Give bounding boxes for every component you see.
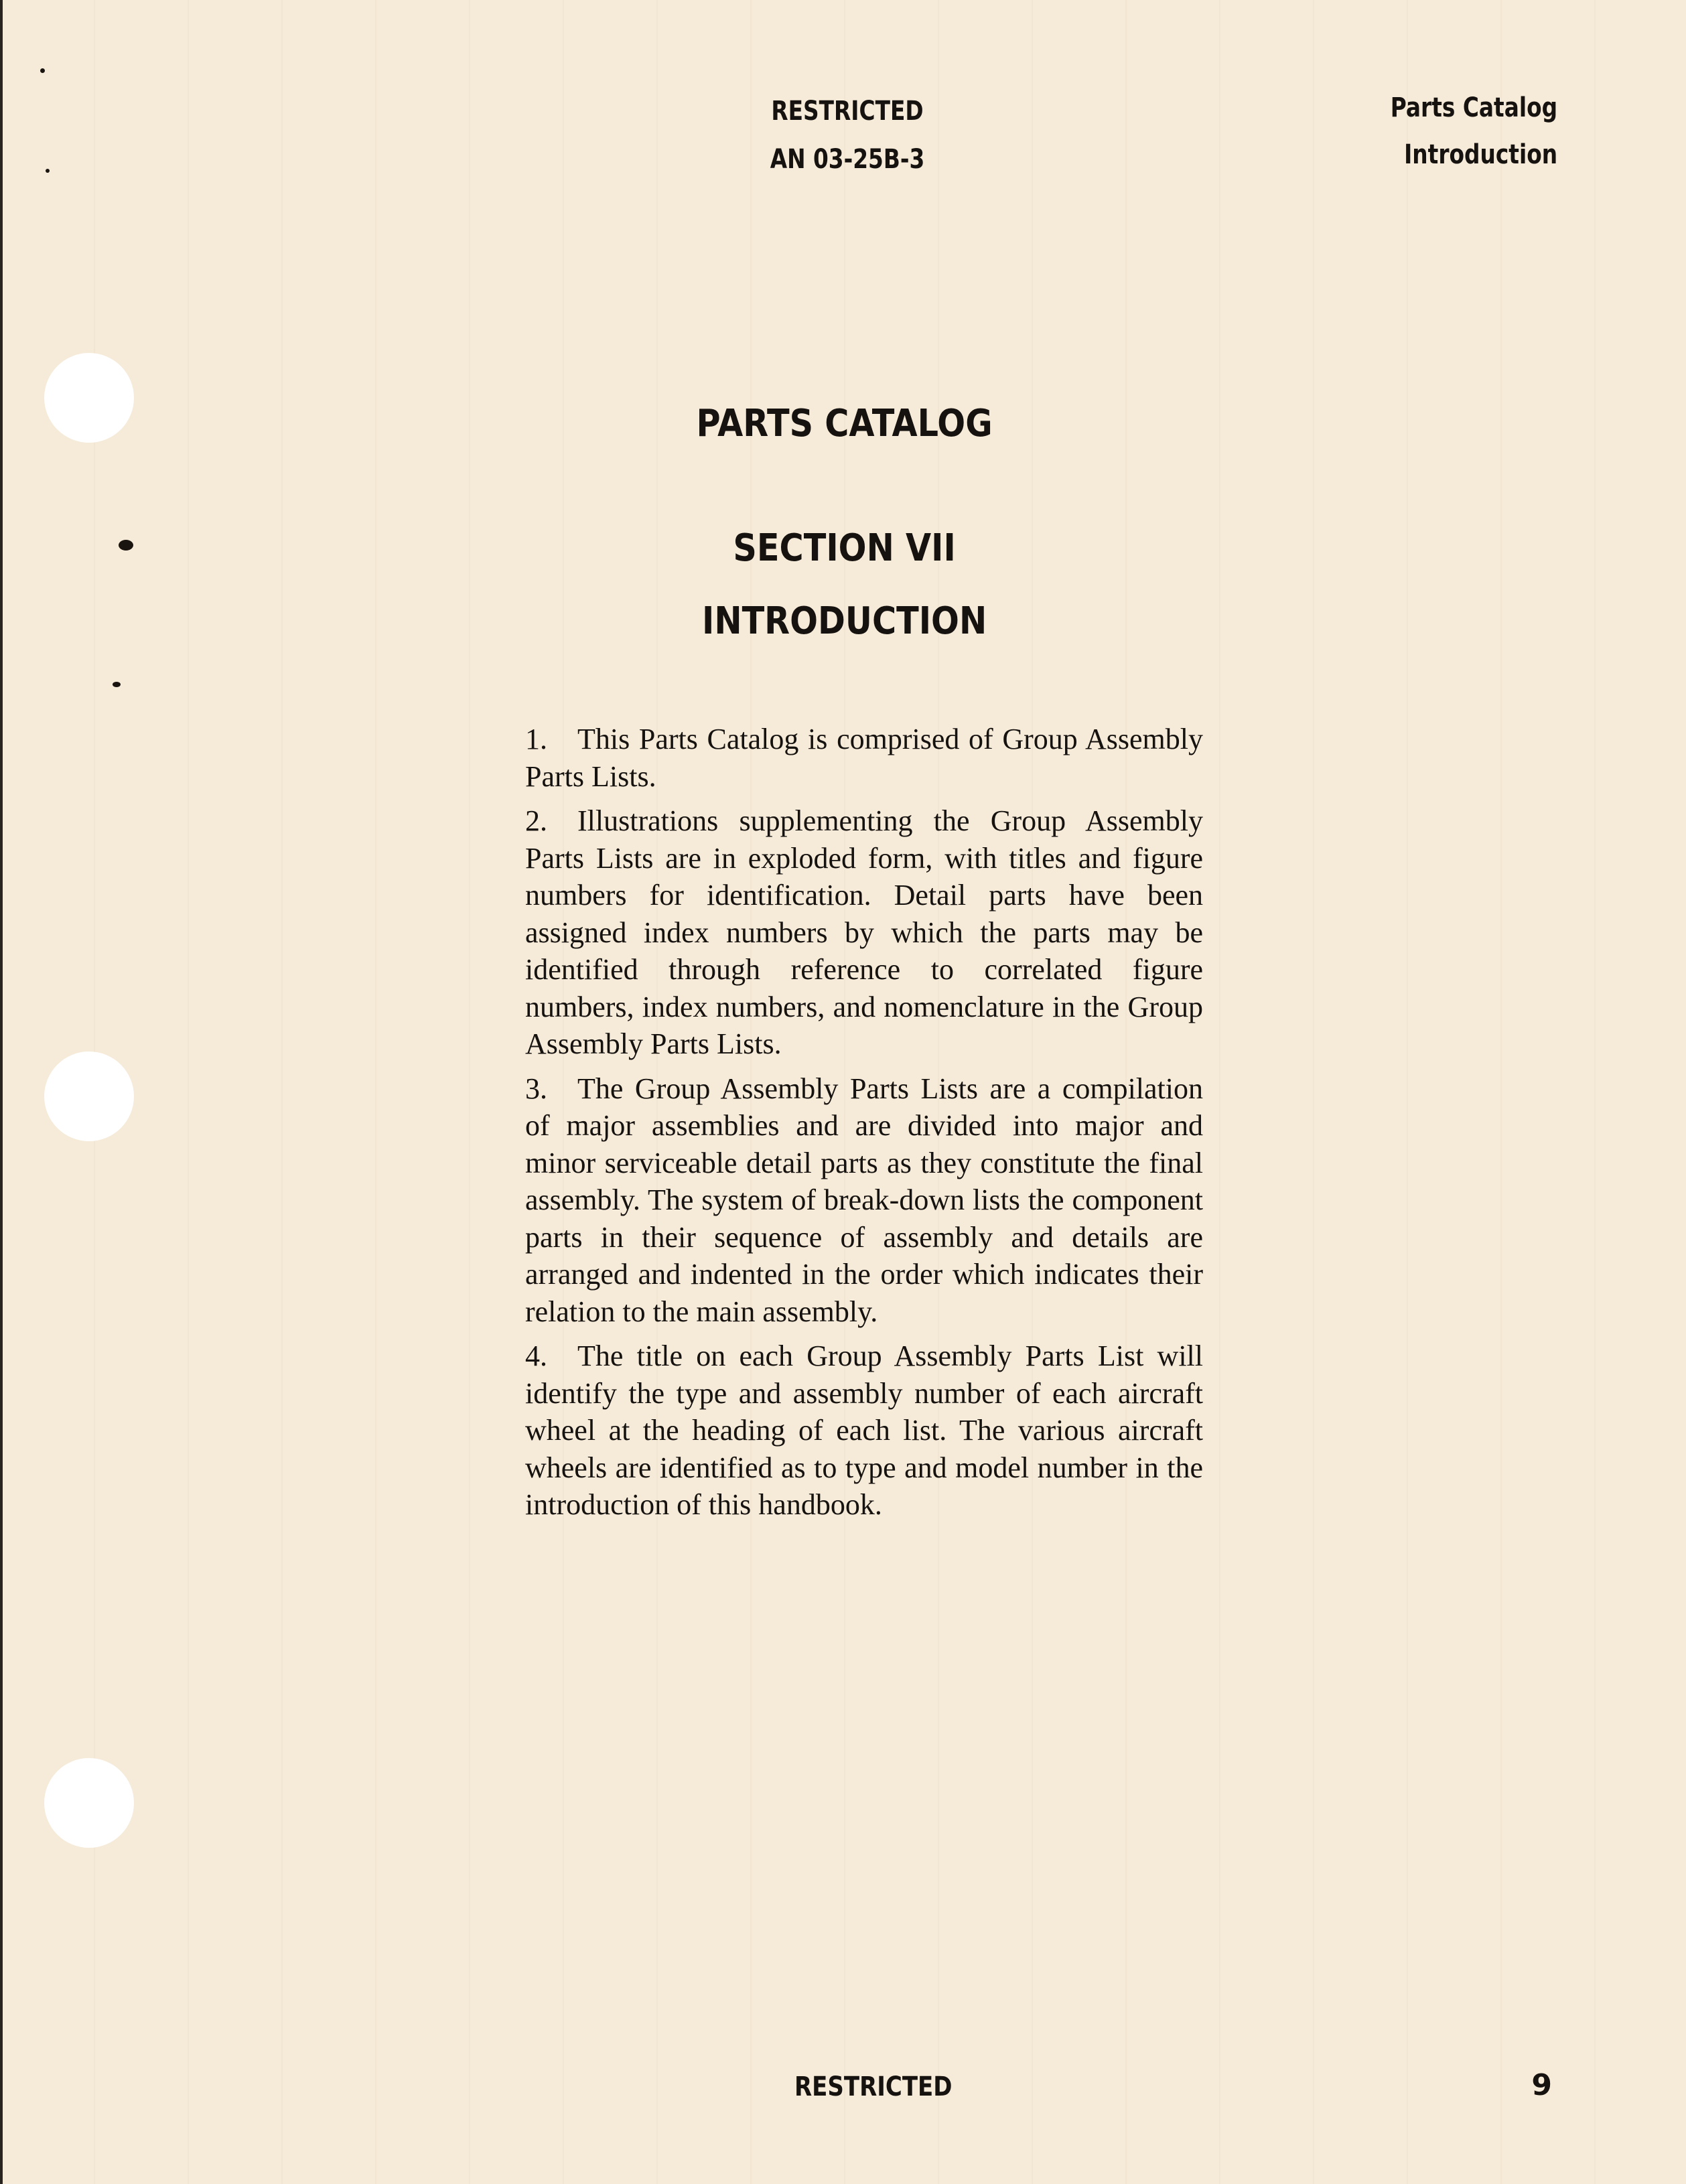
paragraph-text: This Parts Catalog is comprised of Group Assembly Parts Lists. <box>525 723 1203 793</box>
paper-speck <box>40 68 45 73</box>
paragraph-number: 3. <box>525 1072 547 1105</box>
paragraph-text: The Group Assembly Parts Lists are a compilation of major assemblies and are divided into major and minor serviceable detail parts as they constitute the final assembly. The system of break-down lists the component parts in their sequence of assembly and details are arranged and indented in the order which indicates their relation to the main assembly. <box>525 1072 1203 1328</box>
paper-speck <box>113 682 121 687</box>
header-subsection-label: Introduction <box>1403 139 1557 170</box>
page-edge <box>0 0 3 2184</box>
paragraph-number: 2. <box>525 804 547 837</box>
paragraph-2 <box>525 802 1203 1063</box>
paragraph-1 <box>525 721 1203 795</box>
punch-hole-bottom <box>44 1758 134 1848</box>
header-center <box>702 87 993 184</box>
header-section-label: Parts Catalog <box>1390 92 1557 123</box>
footer-classification: RESTRICTED <box>794 2071 953 2102</box>
section-title: SECTION VII <box>733 526 956 570</box>
body-text <box>525 721 1203 1531</box>
header-right <box>1391 84 1557 178</box>
header-document-number: AN 03-25B-3 <box>770 144 925 175</box>
subtitle: INTRODUCTION <box>701 599 987 643</box>
paragraph-text: The title on each Group Assembly Parts List will identify the type and assembly number of each aircraft wheel at the heading of each list. The various aircraft wheels are identified as to type and model number in the introduction of this handbook. <box>525 1339 1203 1521</box>
paragraph-4 <box>525 1337 1203 1524</box>
paragraph-text: Illustrations supplementing the Group Assembly Parts Lists are in exploded form, with titles and figure numbers for identification. Detail parts have been assigned index numbers by which the parts may be identified through reference to correlated figure numbers, index numbers, and nomenclature in the Group Assembly Parts Lists. <box>525 804 1203 1060</box>
page-number: 9 <box>1531 2068 1552 2102</box>
punch-hole-middle <box>44 1051 134 1141</box>
header-classification: RESTRICTED <box>771 96 924 127</box>
paragraph-3 <box>525 1070 1203 1331</box>
paper-speck <box>46 169 50 173</box>
paragraph-number: 1. <box>525 723 547 755</box>
paragraph-number: 4. <box>525 1339 547 1372</box>
main-title: PARTS CATALOG <box>696 402 993 445</box>
